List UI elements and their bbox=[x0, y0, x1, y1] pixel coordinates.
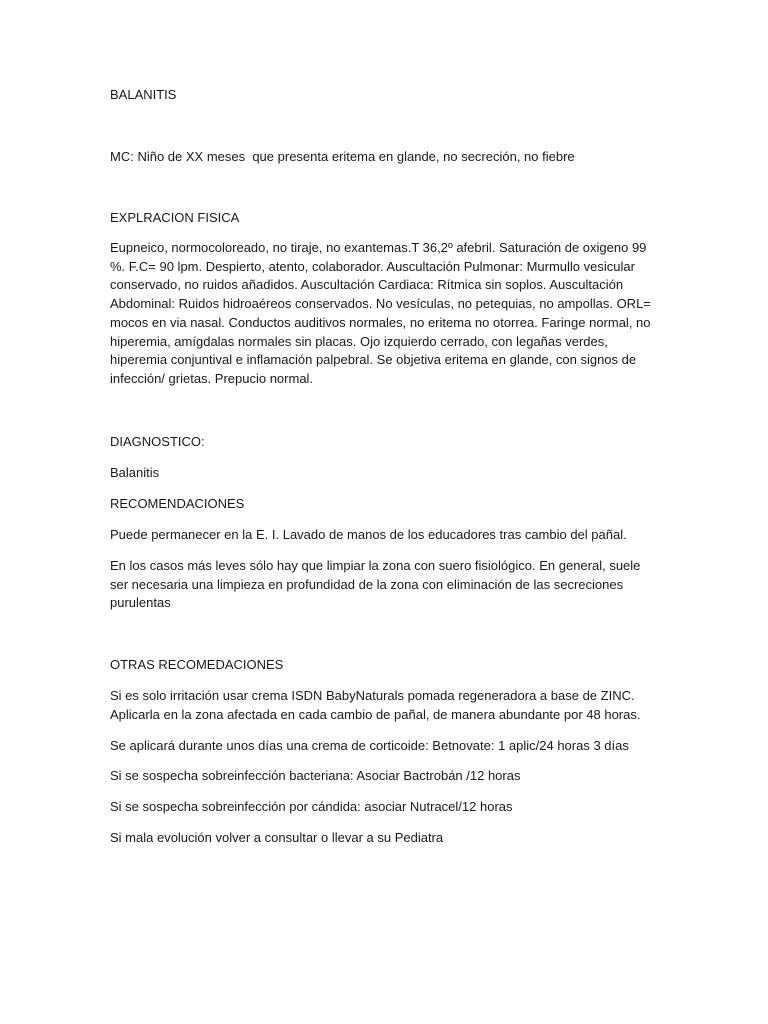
exam-heading: EXPLRACION FISICA bbox=[110, 210, 240, 225]
other-recommendations-heading: OTRAS RECOMEDACIONES bbox=[110, 657, 284, 672]
other-recommendation-5: Si mala evolución volver a consultar o llevar a su Pediatra bbox=[110, 830, 444, 845]
recommendation-2: En los casos más leves sólo hay que limpiar la zona con suero fisiológico. En general, suele ser necesaria una limpieza en profundidad de la zona con eliminación de las secreciones purulentas bbox=[110, 558, 641, 611]
recommendations-heading: RECOMENDACIONES bbox=[110, 496, 245, 511]
other-recommendation-4: Si se sospecha sobreinfección por cándida: asociar Nutracel/12 horas bbox=[110, 799, 513, 814]
recommendation-1: Puede permanecer en la E. I. Lavado de manos de los educadores tras cambio del pañal. bbox=[110, 527, 627, 542]
other-recommendation-2: Se aplicará durante unos días una crema de corticoide: Betnovate: 1 aplic/24 horas 3 días bbox=[110, 738, 629, 753]
other-recommendation-3: Si se sospecha sobreinfección bacteriana: Asociar Bactrobán /12 horas bbox=[110, 768, 521, 783]
chief-complaint: MC: Niño de XX meses que presenta eritema en glande, no secreción, no fiebre bbox=[110, 149, 575, 164]
exam-body: Eupneico, normocoloreado, no tiraje, no exantemas.T 36,2º afebril. Saturación de oxigeno 99 %. F.C= 90 lpm. Despierto, atento, colaborador. Auscultación Pulmonar: Murmullo vesicular conservado, no ruidos añadidos. Auscultación Cardiaca: Rítmica sin soplos. Auscultación Abdominal: Ruidos hidroaéreos conservados. No vesículas, no petequias, no ampollas. ORL= mocos en via nasal. Conductos auditivos normales, no eritema no otorrea. Faringe normal, no hiperemia, amígdalas normales sin placas. Ojo izquierdo cerrado, con legañas verdes, hiperemia conjuntival e inflamación palpebral. Se objetiva eritema en glande, con signos de infección/ grietas. Prepucio normal. bbox=[110, 240, 651, 386]
diagnosis-text: Balanitis bbox=[110, 465, 160, 480]
document-title: BALANITIS bbox=[110, 87, 177, 102]
diagnosis-heading: DIAGNOSTICO: bbox=[110, 434, 205, 449]
other-recommendation-1: Si es solo irritación usar crema ISDN BabyNaturals pomada regeneradora a base de ZINC. Aplicarla en la zona afectada en cada cambio de pañal, de manera abundante por 48 horas. bbox=[110, 688, 641, 722]
